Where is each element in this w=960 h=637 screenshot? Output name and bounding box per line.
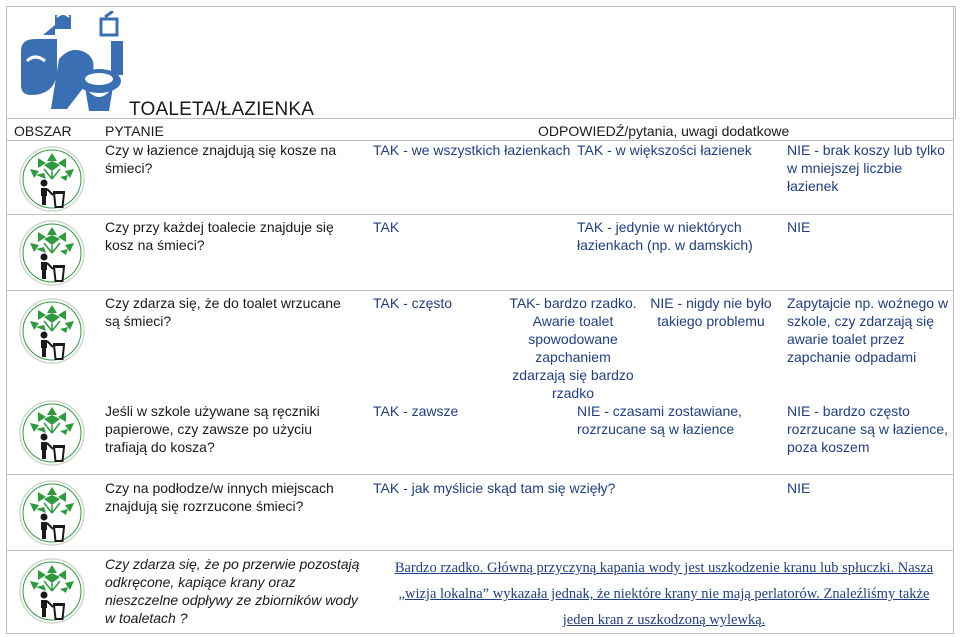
col-question: PYTANIE: [105, 123, 164, 139]
page-title: TOALETA/ŁAZIENKA: [129, 99, 315, 120]
recycling-tree-icon: [18, 145, 86, 213]
toilet-logo-icon: [15, 11, 135, 117]
table-row: [6, 474, 954, 550]
question-text: Czy na podłodze/w innych miejscach znajdują się rozrzucone śmieci?: [105, 480, 334, 514]
answer-option: NIE: [787, 219, 811, 235]
question-text: Czy zdarza się, że po przerwie pozostają odkręcone, kapiące krany oraz nieszczelne odpływy ze zbiorników wody w toaletach ?: [105, 556, 360, 626]
question-text: Czy przy każdej toalecie znajduje się kosz na śmieci?: [105, 219, 334, 253]
answer-option: TAK - we wszystkich łazienkach: [373, 142, 571, 158]
recycling-tree-icon: [18, 399, 86, 467]
answer-option: NIE - brak koszy lub tylko w mniejszej liczbie łazienek: [787, 142, 945, 194]
recycling-tree-icon: [18, 219, 86, 287]
answer-line: Bardzo rzadko. Główną przyczyną kapania wody jest uszkodzenie kranu lub spłuczki. Nasza: [394, 560, 934, 576]
answer-option: TAK: [373, 219, 400, 235]
answer-option: NIE: [787, 480, 811, 496]
col-answers: ODPOWIEDŹ/pytania, uwagi dodatkowe: [538, 123, 790, 139]
table-row: [6, 140, 954, 214]
answer-option: NIE - bardzo często rozrzucane są w łazience, poza koszem: [787, 403, 949, 455]
answer-option: NIE - nigdy nie było takiego problemu: [650, 295, 772, 329]
header: [6, 6, 956, 119]
answer-option: TAK - jedynie w niektórych łazienkach (np. w damskich): [577, 219, 753, 253]
recycling-tree-icon: [18, 479, 86, 547]
answer-option: TAK - często: [373, 295, 453, 311]
table-header: [6, 118, 954, 140]
table-row: [6, 290, 954, 474]
answer-option: NIE - czasami zostawiane, rozrzucane są w łazience: [577, 403, 742, 437]
col-area: OBSZAR: [14, 123, 72, 139]
recycling-tree-icon: [18, 297, 86, 365]
answer-option: Zapytajcie np. woźnego w szkole, czy zdarzają się awarie toalet przez zapchanie odpadami: [787, 295, 949, 365]
table-row: [6, 550, 954, 634]
answer-option: TAK- bardzo rzadko. Awarie toalet spowodowane zapchaniem zdarzają się bardzo rzadko: [509, 295, 637, 401]
recycling-tree-icon: [18, 557, 86, 625]
answer-text: [373, 555, 955, 633]
answer-option: TAK - w większości łazienek: [577, 142, 752, 158]
question-text: Czy w łazience znajdują się kosze na śmieci?: [105, 142, 337, 176]
answer-option: TAK - jak myślicie skąd tam się wzięły?: [373, 480, 616, 496]
answer-line: jeden kran z uszkodzoną wylewką.: [562, 612, 766, 628]
answer-line: „wizja lokalna” wykazała jednak, że niektóre krany nie mają perlatorów. Znaleźliśmy także: [398, 586, 930, 602]
answer-option: TAK - zawsze: [373, 403, 459, 419]
question-text: Jeśli w szkole używane są ręczniki papierowe, czy zawsze po użyciu trafiają do kosza?: [105, 403, 320, 455]
table-row: [6, 214, 954, 290]
question-text: Czy zdarza się, że do toalet wrzucane są śmieci?: [105, 295, 341, 329]
